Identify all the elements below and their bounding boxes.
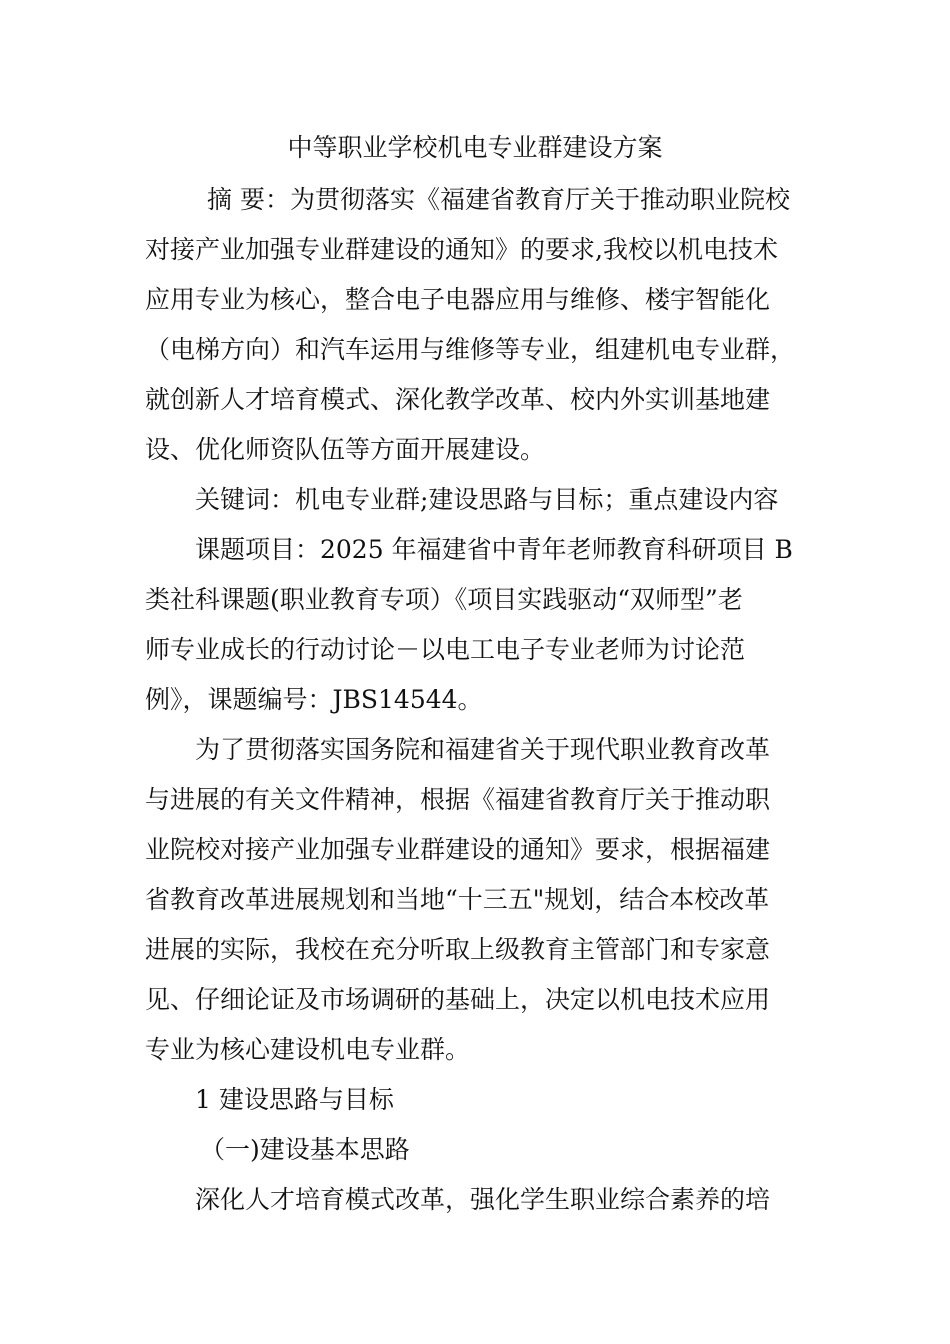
project-line-4: 例》，课题编号：JBS14544。 — [145, 685, 483, 714]
document-title: 中等职业学校机电专业群建设方案 — [287, 133, 663, 162]
body-line: 深化人才培育模式改革，强化学生职业综合素养的培 — [195, 1185, 771, 1214]
intro-line-6: 见、仔细论证及市场调研的基础上，决定以机电技术应用 — [145, 985, 771, 1014]
abstract-line-2: 对接产业加强专业群建设的通知》的要求,我校以机电技术 — [145, 235, 778, 264]
intro-line-2: 与进展的有关文件精神，根据《福建省教育厅关于推动职 — [145, 785, 771, 814]
intro-line-4: 省教育改革进展规划和当地“十三五"规划，结合本校改革 — [145, 885, 770, 914]
intro-line-3: 业院校对接产业加强专业群建设的通知》要求，根据福建 — [145, 835, 771, 864]
section-heading: 1 建设思路与目标 — [195, 1085, 394, 1114]
intro-line-5: 进展的实际，我校在充分听取上级教育主管部门和专家意 — [145, 935, 771, 964]
subsection-heading: （一)建设基本思路 — [200, 1135, 410, 1164]
intro-line-7: 专业为核心建设机电专业群。 — [145, 1035, 471, 1064]
abstract-line-6: 设、优化师资队伍等方面开展建设。 — [145, 435, 546, 464]
keywords-line: 关键词：机电专业群;建设思路与目标；重点建设内容 — [195, 485, 779, 514]
abstract-line-5: 就创新人才培育模式、深化教学改革、校内外实训基地建 — [145, 385, 771, 414]
intro-line-1: 为了贯彻落实国务院和福建省关于现代职业教育改革 — [195, 735, 771, 764]
project-line-3: 师专业成长的行动讨论－以电工电子专业老师为讨论范 — [145, 635, 746, 664]
project-line-1: 课题项目：2025 年福建省中青年老师教育科研项目 B — [195, 535, 793, 564]
abstract-line-4: （电梯方向）和汽车运用与维修等专业，组建机电专业群， — [145, 335, 796, 364]
abstract-line-3: 应用专业为核心，整合电子电器应用与维修、楼宇智能化 — [145, 285, 771, 314]
project-line-2: 类社科课题(职业教育专项）《项目实践驱动“双师型”老 — [145, 585, 743, 614]
abstract-line-1: 摘 要：为贯彻落实《福建省教育厅关于推动职业院校 — [207, 185, 790, 214]
